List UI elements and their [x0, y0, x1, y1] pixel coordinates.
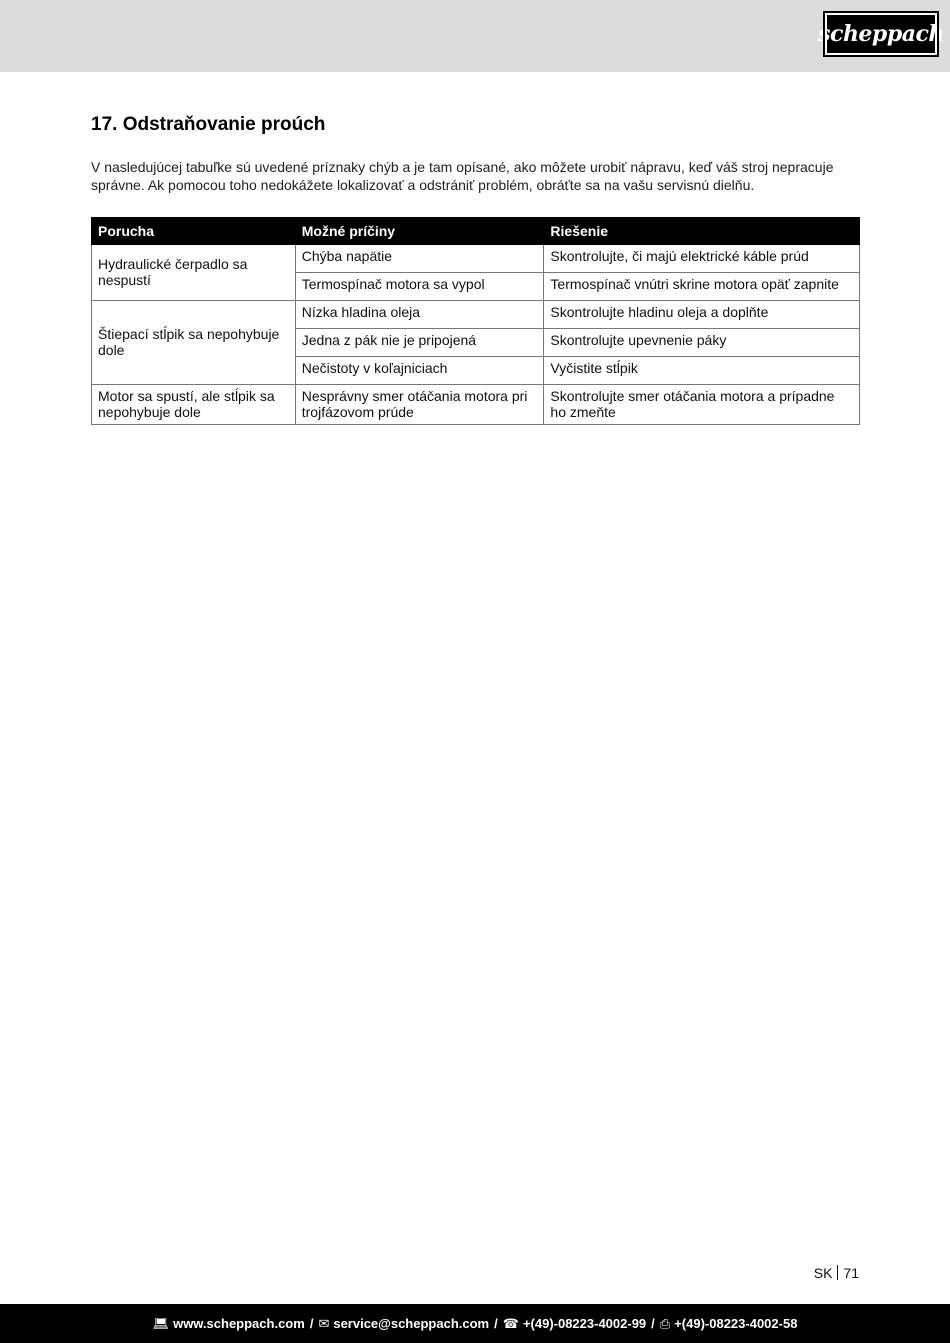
page-language: SK — [813, 1265, 833, 1281]
table-header-row — [92, 218, 860, 245]
solution-cell: Skontrolujte, či majú elektrické káble prúd — [544, 245, 860, 273]
intro-paragraph: V nasledujúcej tabuľke sú uvedené príznaky chýb a je tam opísané, ako môžete urobiť nápravu, keď váš stroj nepracuje správne. Ak pomocou toho nedokážete lokalizovať a odstrániť problém, obráťte sa na vašu servisnú dielňu. — [91, 159, 834, 193]
footer-separator: / — [309, 1316, 314, 1331]
cause-cell: Termospínač motora sa vypol — [295, 273, 544, 301]
footer-bar — [0, 1304, 950, 1343]
cause-cell: Nesprávny smer otáčania motora pri trojfázovom prúde — [295, 385, 544, 425]
header-fault: Porucha — [92, 218, 296, 245]
page-number — [814, 1265, 859, 1281]
fault-cell: Štiepací stĺpik sa nepohybuje dole — [92, 301, 296, 385]
solution-cell: Vyčistite stĺpik — [544, 357, 860, 385]
table-row — [92, 385, 860, 425]
footer-email[interactable]: service@scheppach.com — [333, 1316, 490, 1331]
cause-cell: Nečistoty v koľajniciach — [295, 357, 544, 385]
header-band — [0, 0, 950, 72]
footer-separator: / — [651, 1316, 655, 1331]
header-solution: Riešenie — [544, 218, 860, 245]
solution-cell: Skontrolujte smer otáčania motora a prípadne ho zmeňte — [544, 385, 860, 425]
fax-icon: ⎙ — [659, 1315, 671, 1331]
fault-cell: Motor sa spustí, ale stĺpik sa nepohybuje dole — [92, 385, 296, 425]
footer-separator: / — [494, 1316, 498, 1331]
computer-icon: 💻︎ — [152, 1315, 170, 1331]
fault-cell: Hydraulické čerpadlo sa nespustí — [92, 245, 296, 301]
table-row — [92, 301, 860, 329]
cause-cell: Nízka hladina oleja — [295, 301, 544, 329]
solution-cell: Skontrolujte upevnenie páky — [544, 329, 860, 357]
section-title: 17. Odstraňovanie proúch — [91, 114, 326, 135]
brand-logo: scheppach — [825, 13, 937, 55]
cause-cell: Jedna z pák nie je pripojená — [295, 329, 544, 357]
phone-icon: ☎ — [502, 1315, 519, 1331]
header-causes: Možné príčiny — [295, 218, 544, 245]
footer-fax: +(49)-08223-4002-58 — [674, 1316, 798, 1331]
table-row — [92, 245, 860, 273]
footer-phone: +(49)-08223-4002-99 — [522, 1316, 647, 1331]
footer-website[interactable]: www.scheppach.com — [173, 1316, 305, 1331]
solution-cell: Termospínač vnútri skrine motora opäť zapnite — [544, 273, 860, 301]
cause-cell: Chýba napätie — [295, 245, 544, 273]
troubleshooting-table — [91, 217, 860, 425]
solution-cell: Skontrolujte hladinu oleja a doplňte — [544, 301, 860, 329]
page-number-divider — [837, 1265, 838, 1280]
mail-icon: ✉︎ — [318, 1315, 330, 1331]
page-number-value: 71 — [843, 1265, 859, 1281]
